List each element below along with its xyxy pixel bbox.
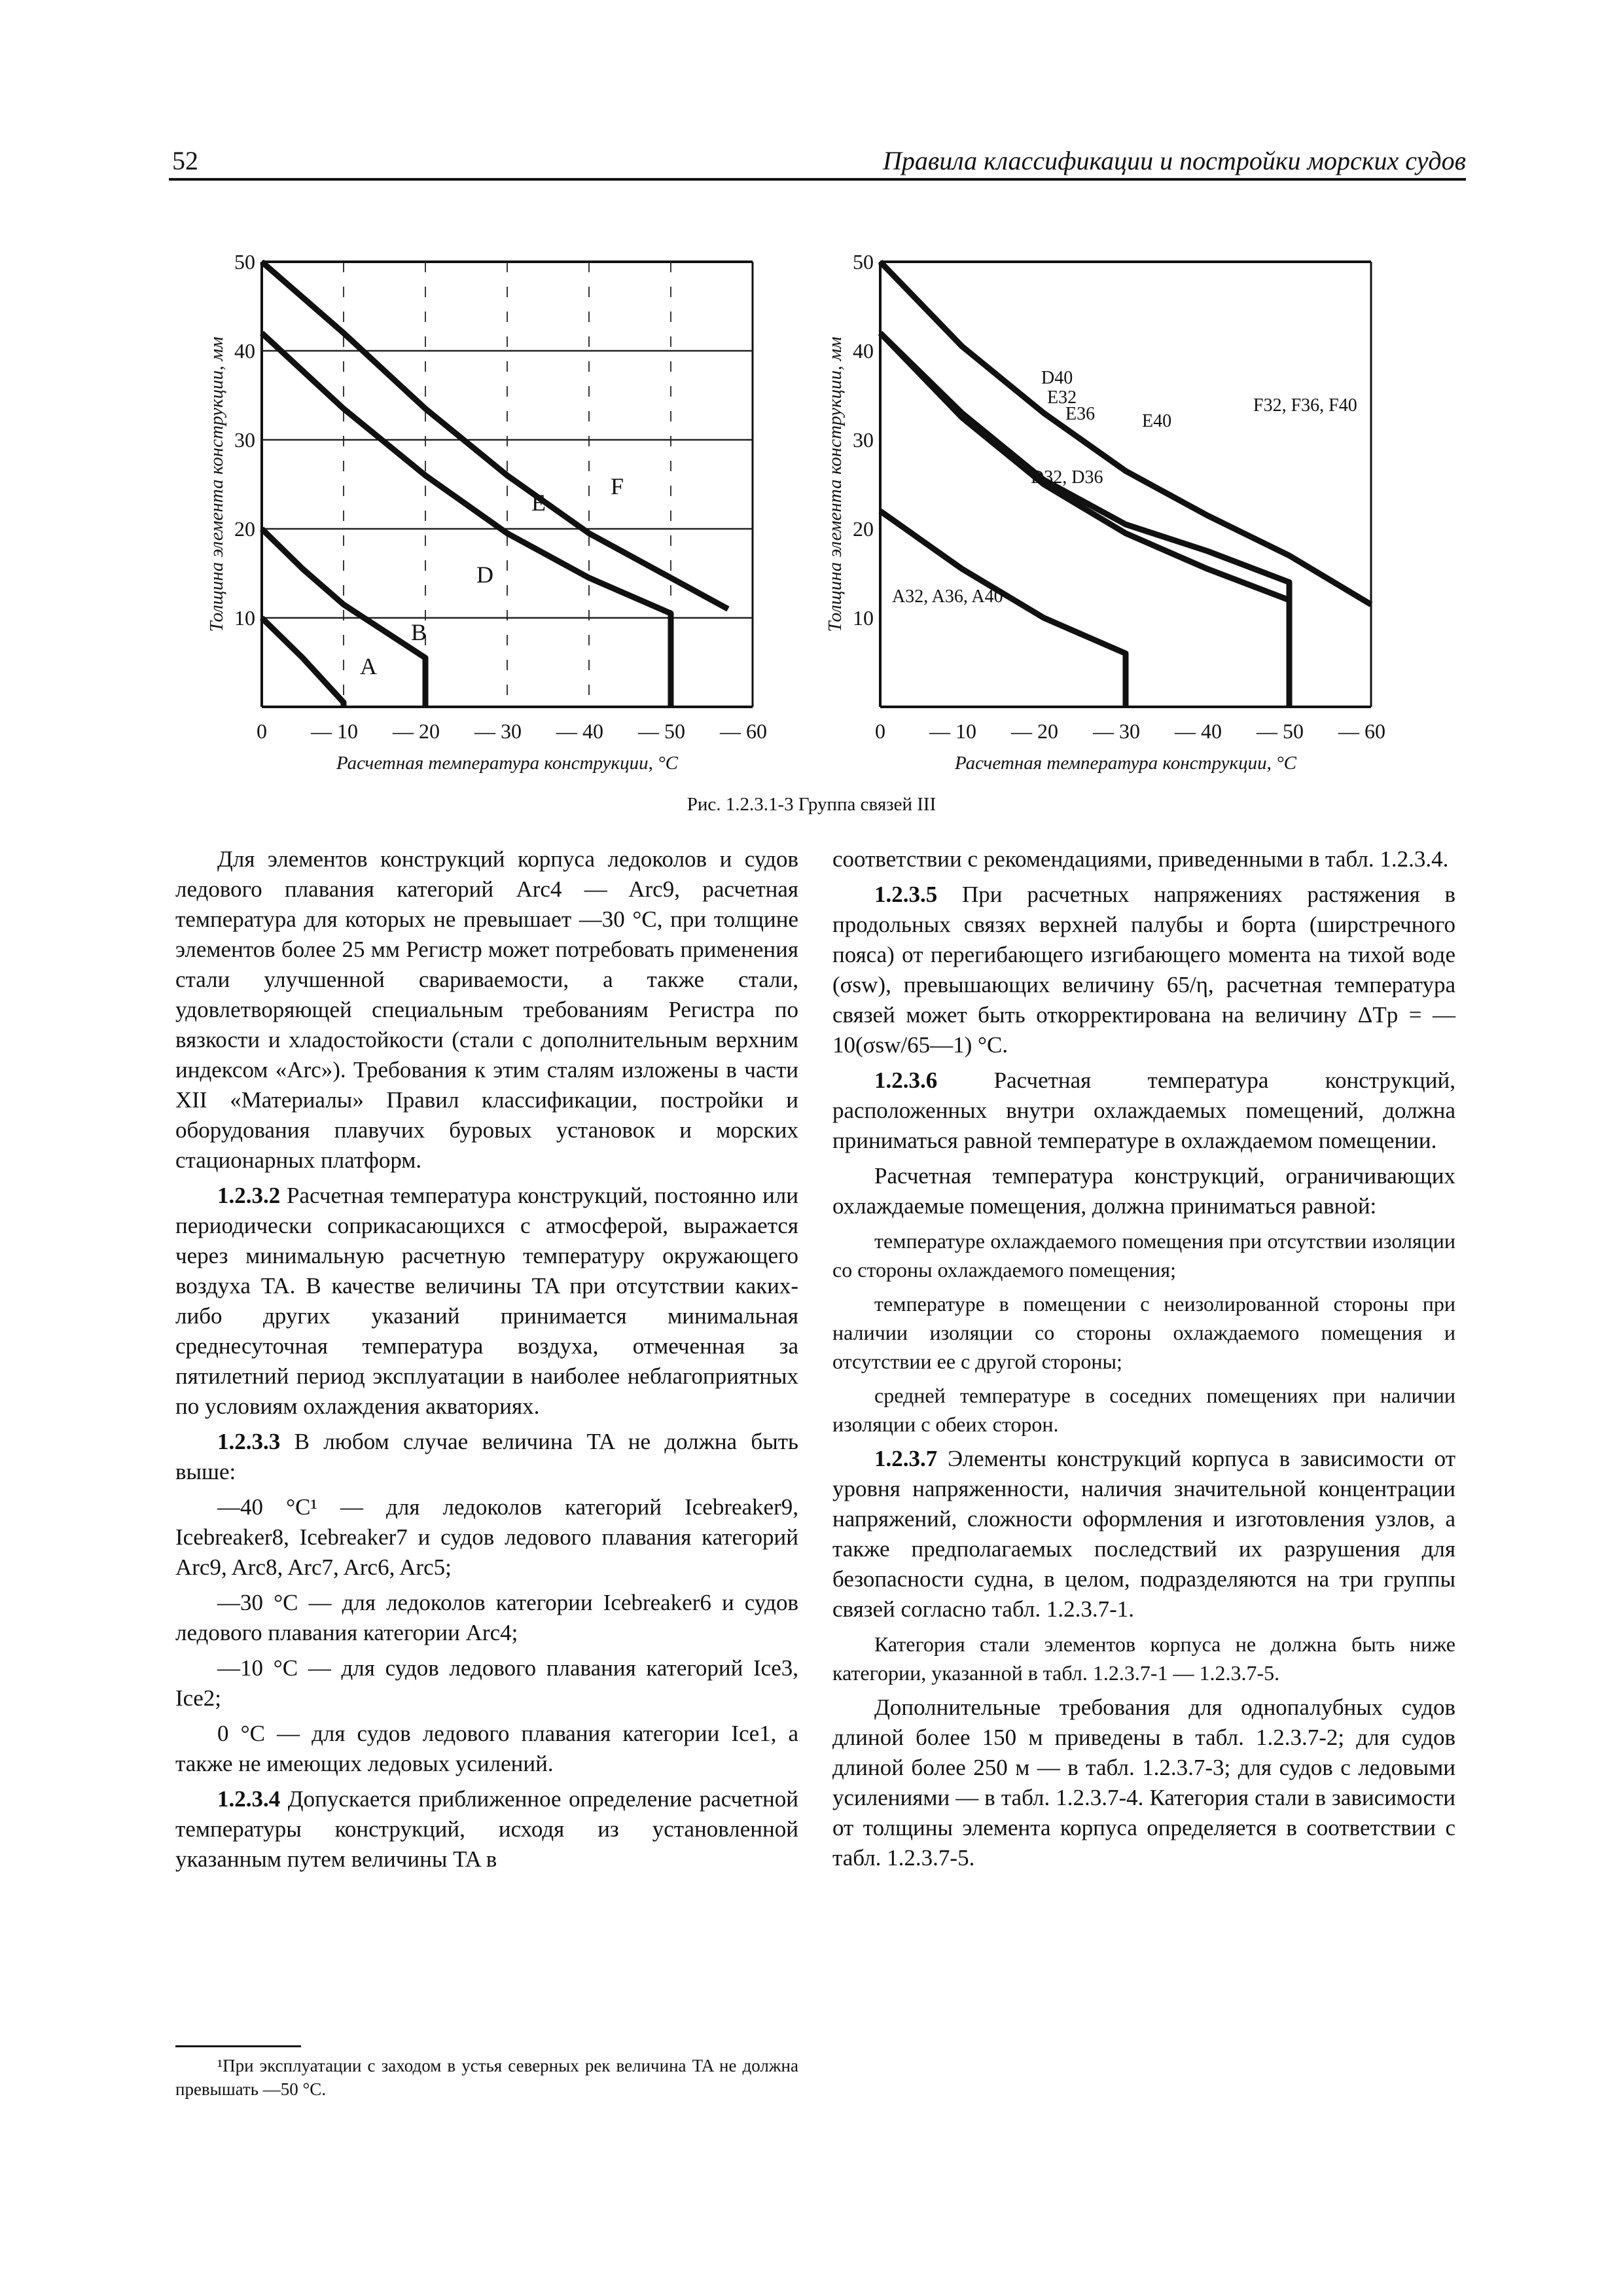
paragraph (832, 1161, 1455, 1221)
y-tick-label: 40 (853, 339, 874, 363)
region-label: E (531, 490, 546, 516)
x-tick-label: — 50 (1257, 719, 1304, 743)
x-tick-label: — 20 (393, 719, 440, 743)
paragraph-text: Расчетная температура конструкций, расположенных внутри охлаждаемых помещений, должна приниматься равной температуре в охлаждаемом помещении. (832, 1067, 1455, 1153)
series-line (262, 333, 671, 707)
paragraph (832, 1066, 1455, 1156)
paragraph-text: температуре в помещении с неизолированной стороны при наличии изоляции со стороны охлаждаемого помещения и отсутствии ее с другой стороны; (832, 1292, 1455, 1373)
region-label: E32 (1047, 387, 1077, 408)
paragraph (832, 1444, 1455, 1624)
paragraph-text: —40 °С¹ — для ледоколов категорий Icebreaker9, Icebreaker8, Icebreaker7 и судов ледового плавания категорий Arc9, Arc8, Arc7, Arc6, Arc5; (175, 1494, 798, 1580)
x-tick-label: 0 (257, 719, 267, 743)
paragraph-text: —30 °С — для ледоколов категории Icebreaker6 и судов ледового плавания категории Arc4; (175, 1590, 798, 1645)
paragraph-text: температуре охлаждаемого помещения при отсутствии изоляции со стороны охлаждаемого помещения; (832, 1229, 1455, 1282)
paragraph (832, 1630, 1455, 1687)
right-column (832, 844, 1455, 1873)
paragraph-text: Категория стали элементов корпуса не должна быть ниже категории, указанной в табл. 1.2.3.7-1 — 1.2.3.7-5. (832, 1632, 1455, 1685)
paragraph-text: Расчетная температура конструкций, постоянно или периодически соприкасающихся с атмосферой, выражается через минимальную расчетную температуру окружающего воздуха TA. В качестве величины TA при отсутствии каких-либо других указаний принимается минимальная среднесуточная температура воздуха, отмеченная за пятилетний период эксплуатации в наиболее неблагоприятных по условиям охлаждения акваториях. (175, 1183, 798, 1419)
x-tick-label: — 30 (474, 719, 522, 743)
paragraph-text: Для элементов конструкций корпуса ледоколов и судов ледового плавания категорий Arc4 — Arc9, расчетная температура для которых не превышает —30 °С, при толщине элементов более 25 мм Регистр может потребовать применения стали улучшенной свариваемости, а также стали, удовлетворяющей специальным требованиям Регистра по вязкости и хладостойкости (стали с дополнительным верхним индексом «Arc»). Требования к этим сталям изложены в части XII «Материалы» Правил классификации, постройки и оборудования плавучих буровых установок и морских стационарных платформ. (175, 846, 798, 1173)
header-rule (169, 178, 1466, 181)
region-label: D (476, 562, 493, 588)
region-label: A32, A36, A40 (892, 586, 1003, 607)
region-label: A (360, 653, 377, 679)
region-label: B (411, 619, 427, 645)
series-line (880, 511, 1126, 707)
x-tick-label: — 10 (929, 719, 976, 743)
region-label: F32, F36, F40 (1253, 395, 1357, 416)
region-label: E36 (1065, 404, 1096, 424)
paragraph-text: Допускается приближенное определение расчетной температуры конструкций, исходя из установленной указанным путем величины TA в (175, 1786, 799, 1872)
region-label: F (611, 473, 624, 499)
paragraph-text: В любом случае величина TA не должна быть выше: (175, 1429, 799, 1484)
y-tick-label: 30 (853, 428, 874, 452)
paragraph-text: Расчетная температура конструкций, ограничивающих охлаждаемые помещения, должна приниматься равной: (832, 1163, 1455, 1219)
y-tick-label: 50 (234, 250, 255, 274)
paragraph (832, 880, 1455, 1060)
paragraph (175, 1588, 798, 1648)
section-number: 1.2.3.5 (874, 882, 938, 907)
left-column (175, 844, 798, 1874)
region-label: E40 (1142, 411, 1172, 431)
paragraph (175, 1427, 798, 1487)
x-tick-label: 0 (875, 719, 885, 743)
figure-caption: Рис. 1.2.3.1-3 Группа связей III (687, 794, 936, 815)
paragraph-text: Дополнительные требования для однопалубных судов длиной более 150 м приведены в табл. 1.2.3.7-2; для судов длиной более 250 м — в табл. 1.2.3.7-3; для судов с ледовыми усилениями — в табл. 1.2.3.7-4. Категория стали в зависимости от толщины элемента корпуса определяется в соответствии с табл. 1.2.3.7-5. (832, 1695, 1455, 1871)
x-tick-label: — 50 (638, 719, 685, 743)
y-tick-label: 20 (234, 517, 255, 541)
paragraph-text: Элементы конструкций корпуса в зависимости от уровня напряженности, наличия значительной концентрации напряжений, сложности оформления и изготовления узлов, а также предполагаемых последствий их разрушения для безопасности судна, в целом, подразделяются на три группы связей согласно табл. 1.2.3.7-1. (832, 1446, 1455, 1622)
x-tick-label: — 40 (1175, 719, 1222, 743)
section-number: 1.2.3.3 (217, 1429, 281, 1454)
x-tick-label: — 30 (1093, 719, 1140, 743)
paragraph (175, 1653, 798, 1713)
y-tick-label: 10 (853, 606, 874, 630)
x-tick-label: — 20 (1011, 719, 1058, 743)
y-axis-label: Толщина элемента конструкции, мм (825, 336, 846, 632)
region-label: D40 (1041, 368, 1073, 388)
y-tick-label: 20 (853, 517, 874, 541)
y-axis-label: Толщина элемента конструкции, мм (206, 336, 227, 632)
section-number: 1.2.3.4 (217, 1786, 281, 1812)
paragraph-text: 0 °С — для судов ледового плавания категории Ice1, а также не имеющих ледовых усилений. (175, 1721, 798, 1776)
section-number: 1.2.3.2 (217, 1183, 281, 1208)
x-axis-label: Расчетная температура конструкции, °С (336, 753, 679, 774)
paragraph (175, 844, 798, 1175)
series-line (262, 618, 344, 707)
x-tick-label: — 60 (1338, 719, 1385, 743)
chart-left (190, 249, 844, 792)
paragraph-text: соответствии с рекомендациями, приведенными в табл. 1.2.3.4. (832, 846, 1449, 872)
paragraph (175, 1784, 798, 1874)
x-tick-label: — 60 (720, 719, 767, 743)
series-line (880, 262, 1371, 605)
footnote-rule (175, 2045, 301, 2047)
running-title: Правила классификации и постройки морских судов (882, 146, 1466, 175)
x-tick-label: — 10 (311, 719, 358, 743)
paragraph (832, 1289, 1455, 1376)
page-number: 52 (172, 146, 198, 175)
paragraph (175, 1181, 798, 1422)
paragraph-text: средней температуре в соседних помещениях при наличии изоляции с обеих сторон. (832, 1384, 1455, 1436)
section-number: 1.2.3.7 (874, 1446, 938, 1471)
paragraph (175, 1492, 798, 1583)
paragraph-text: При расчетных напряжениях растяжения в продольных связях верхней палубы и борта (ширстречного пояса) от перегибающего изгибающего момента на тихой воде (σsw), превышающих величину 65/η, расчетная температура связей может быть откорректирована на величину ΔTp = —10(σsw/65—1) °С. (832, 882, 1455, 1058)
paragraph (832, 844, 1455, 874)
series-line (262, 262, 728, 609)
paragraph-text: —10 °С — для судов ледового плавания категорий Ice3, Ice2; (175, 1655, 798, 1711)
section-number: 1.2.3.6 (874, 1067, 938, 1093)
paragraph (832, 1693, 1455, 1873)
paragraph (832, 1381, 1455, 1439)
y-tick-label: 50 (853, 250, 874, 274)
footnote: ¹При эксплуатации с заходом в устья северных рек величина TA не должна превышать —50 °С. (175, 2056, 798, 2099)
series-line (880, 333, 1289, 707)
paragraph (175, 1719, 798, 1779)
paragraph (832, 1227, 1455, 1284)
y-tick-label: 10 (234, 606, 255, 630)
y-tick-label: 40 (234, 339, 255, 363)
chart-right (808, 249, 1463, 792)
x-axis-label: Расчетная температура конструкции, °С (954, 753, 1297, 774)
region-label: D32, D36 (1031, 467, 1103, 488)
y-tick-label: 30 (234, 428, 255, 452)
x-tick-label: — 40 (556, 719, 603, 743)
